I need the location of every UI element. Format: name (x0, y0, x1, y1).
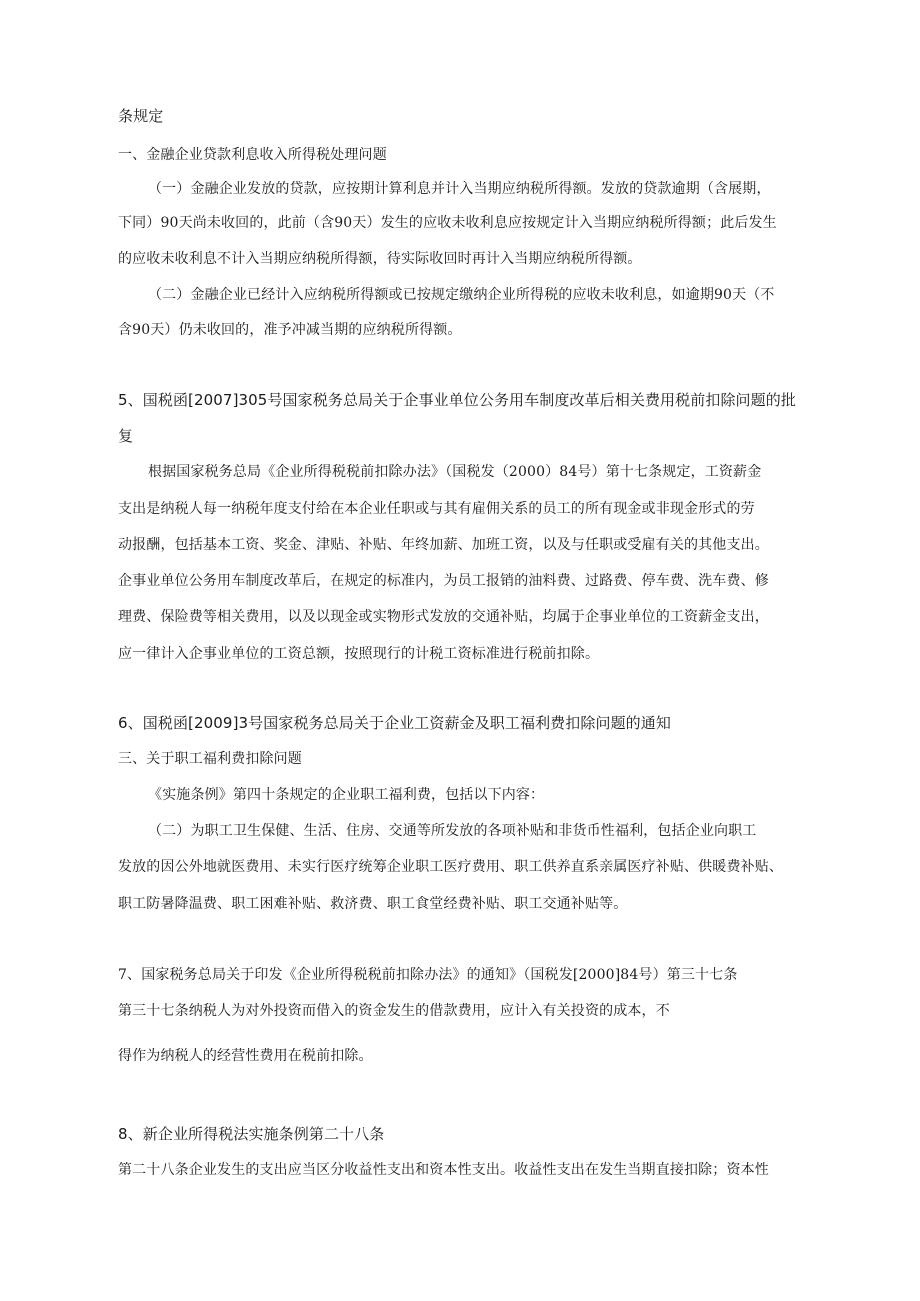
paragraph-line: 三、关于职工福利费扣除问题 (118, 751, 302, 767)
paragraph-line: 含90天）仍未收回的，准予冲减当期的应纳税所得额。 (118, 322, 462, 338)
section-heading: 5、国税函[2007]305号国家税务总局关于企事业单位公务用车制度改革后相关费用税前扣除问题的批 (118, 391, 796, 409)
paragraph-line: 理费、保险费等相关费用，以及以现金或实物形式发放的交通补贴，均属于企事业单位的工资薪金支出， (118, 609, 769, 625)
section-heading: 复 (118, 427, 134, 445)
paragraph-line: 下同）90天尚未收回的，此前（含90天）发生的应收未收利息应按规定计入当期应纳税所得额；此后发生 (118, 215, 777, 231)
paragraph-line: 支出是纳税人每一纳税年度支付给在本企业任职或与其有雇佣关系的员工的所有现金或非现金形式的劳 (118, 501, 755, 517)
paragraph-line: 得作为纳税人的经营性费用在税前扣除。 (118, 1048, 373, 1064)
paragraph-line: （二）金融企业已经计入应纳税所得额或已按规定缴纳企业所得税的应收未收利息，如逾期90天（不 (148, 287, 775, 303)
paragraph-line: 根据国家税务总局《企业所得税税前扣除办法》（国税发（2000）84号）第十七条规定，工资薪金 (148, 464, 762, 480)
paragraph-line: 第二十八条企业发生的支出应当区分收益性支出和资本性支出。收益性支出在发生当期直接扣除；资本性 (118, 1162, 769, 1178)
paragraph-line: 应一律计入企事业单位的工资总额，按照现行的计税工资标准进行税前扣除。 (118, 646, 600, 662)
paragraph-line: 7、国家税务总局关于印发《企业所得税税前扣除办法》的通知》（国税发[2000]84号）第三十七条 (118, 967, 738, 983)
paragraph-line: （一）金融企业发放的贷款，应按期计算利息并计入当期应纳税所得额。发放的贷款逾期（含展期， (148, 181, 771, 197)
paragraph-line: 企事业单位公务用车制度改革后，在规定的标准内，为员工报销的油料费、过路费、停车费、洗车费、修 (118, 573, 769, 589)
section-heading: 条规定 (118, 107, 164, 125)
paragraph-line: 《实施条例》第四十条规定的企业职工福利费，包括以下内容： (148, 787, 545, 803)
paragraph-line: 一、金融企业贷款利息收入所得税处理问题 (118, 147, 387, 163)
paragraph-line: 职工防暑降温费、职工困难补贴、救济费、职工食堂经费补贴、职工交通补贴等。 (118, 896, 628, 912)
paragraph-line: （二）为职工卫生保健、生活、住房、交通等所发放的各项补贴和非货币性福利，包括企业向职工 (148, 823, 757, 839)
paragraph-line: 的应收未收利息不计入当期应纳税所得额，待实际收回时再计入当期应纳税所得额。 (118, 251, 642, 267)
paragraph-line: 第三十七条纳税人为对外投资而借入的资金发生的借款费用，应计入有关投资的成本，不 (118, 1003, 670, 1019)
section-heading: 8、新企业所得税法实施条例第二十八条 (118, 1125, 385, 1143)
paragraph-line: 动报酬，包括基本工资、奖金、津贴、补贴、年终加薪、加班工资，以及与任职或受雇有关的其他支出。 (118, 537, 769, 553)
section-heading: 6、国税函[2009]3号国家税务总局关于企业工资薪金及职工福利费扣除问题的通知 (118, 714, 671, 732)
paragraph-line: 发放的因公外地就医费用、未实行医疗统筹企业职工医疗费用、职工供养直系亲属医疗补贴、供暖费补贴、 (118, 859, 784, 875)
